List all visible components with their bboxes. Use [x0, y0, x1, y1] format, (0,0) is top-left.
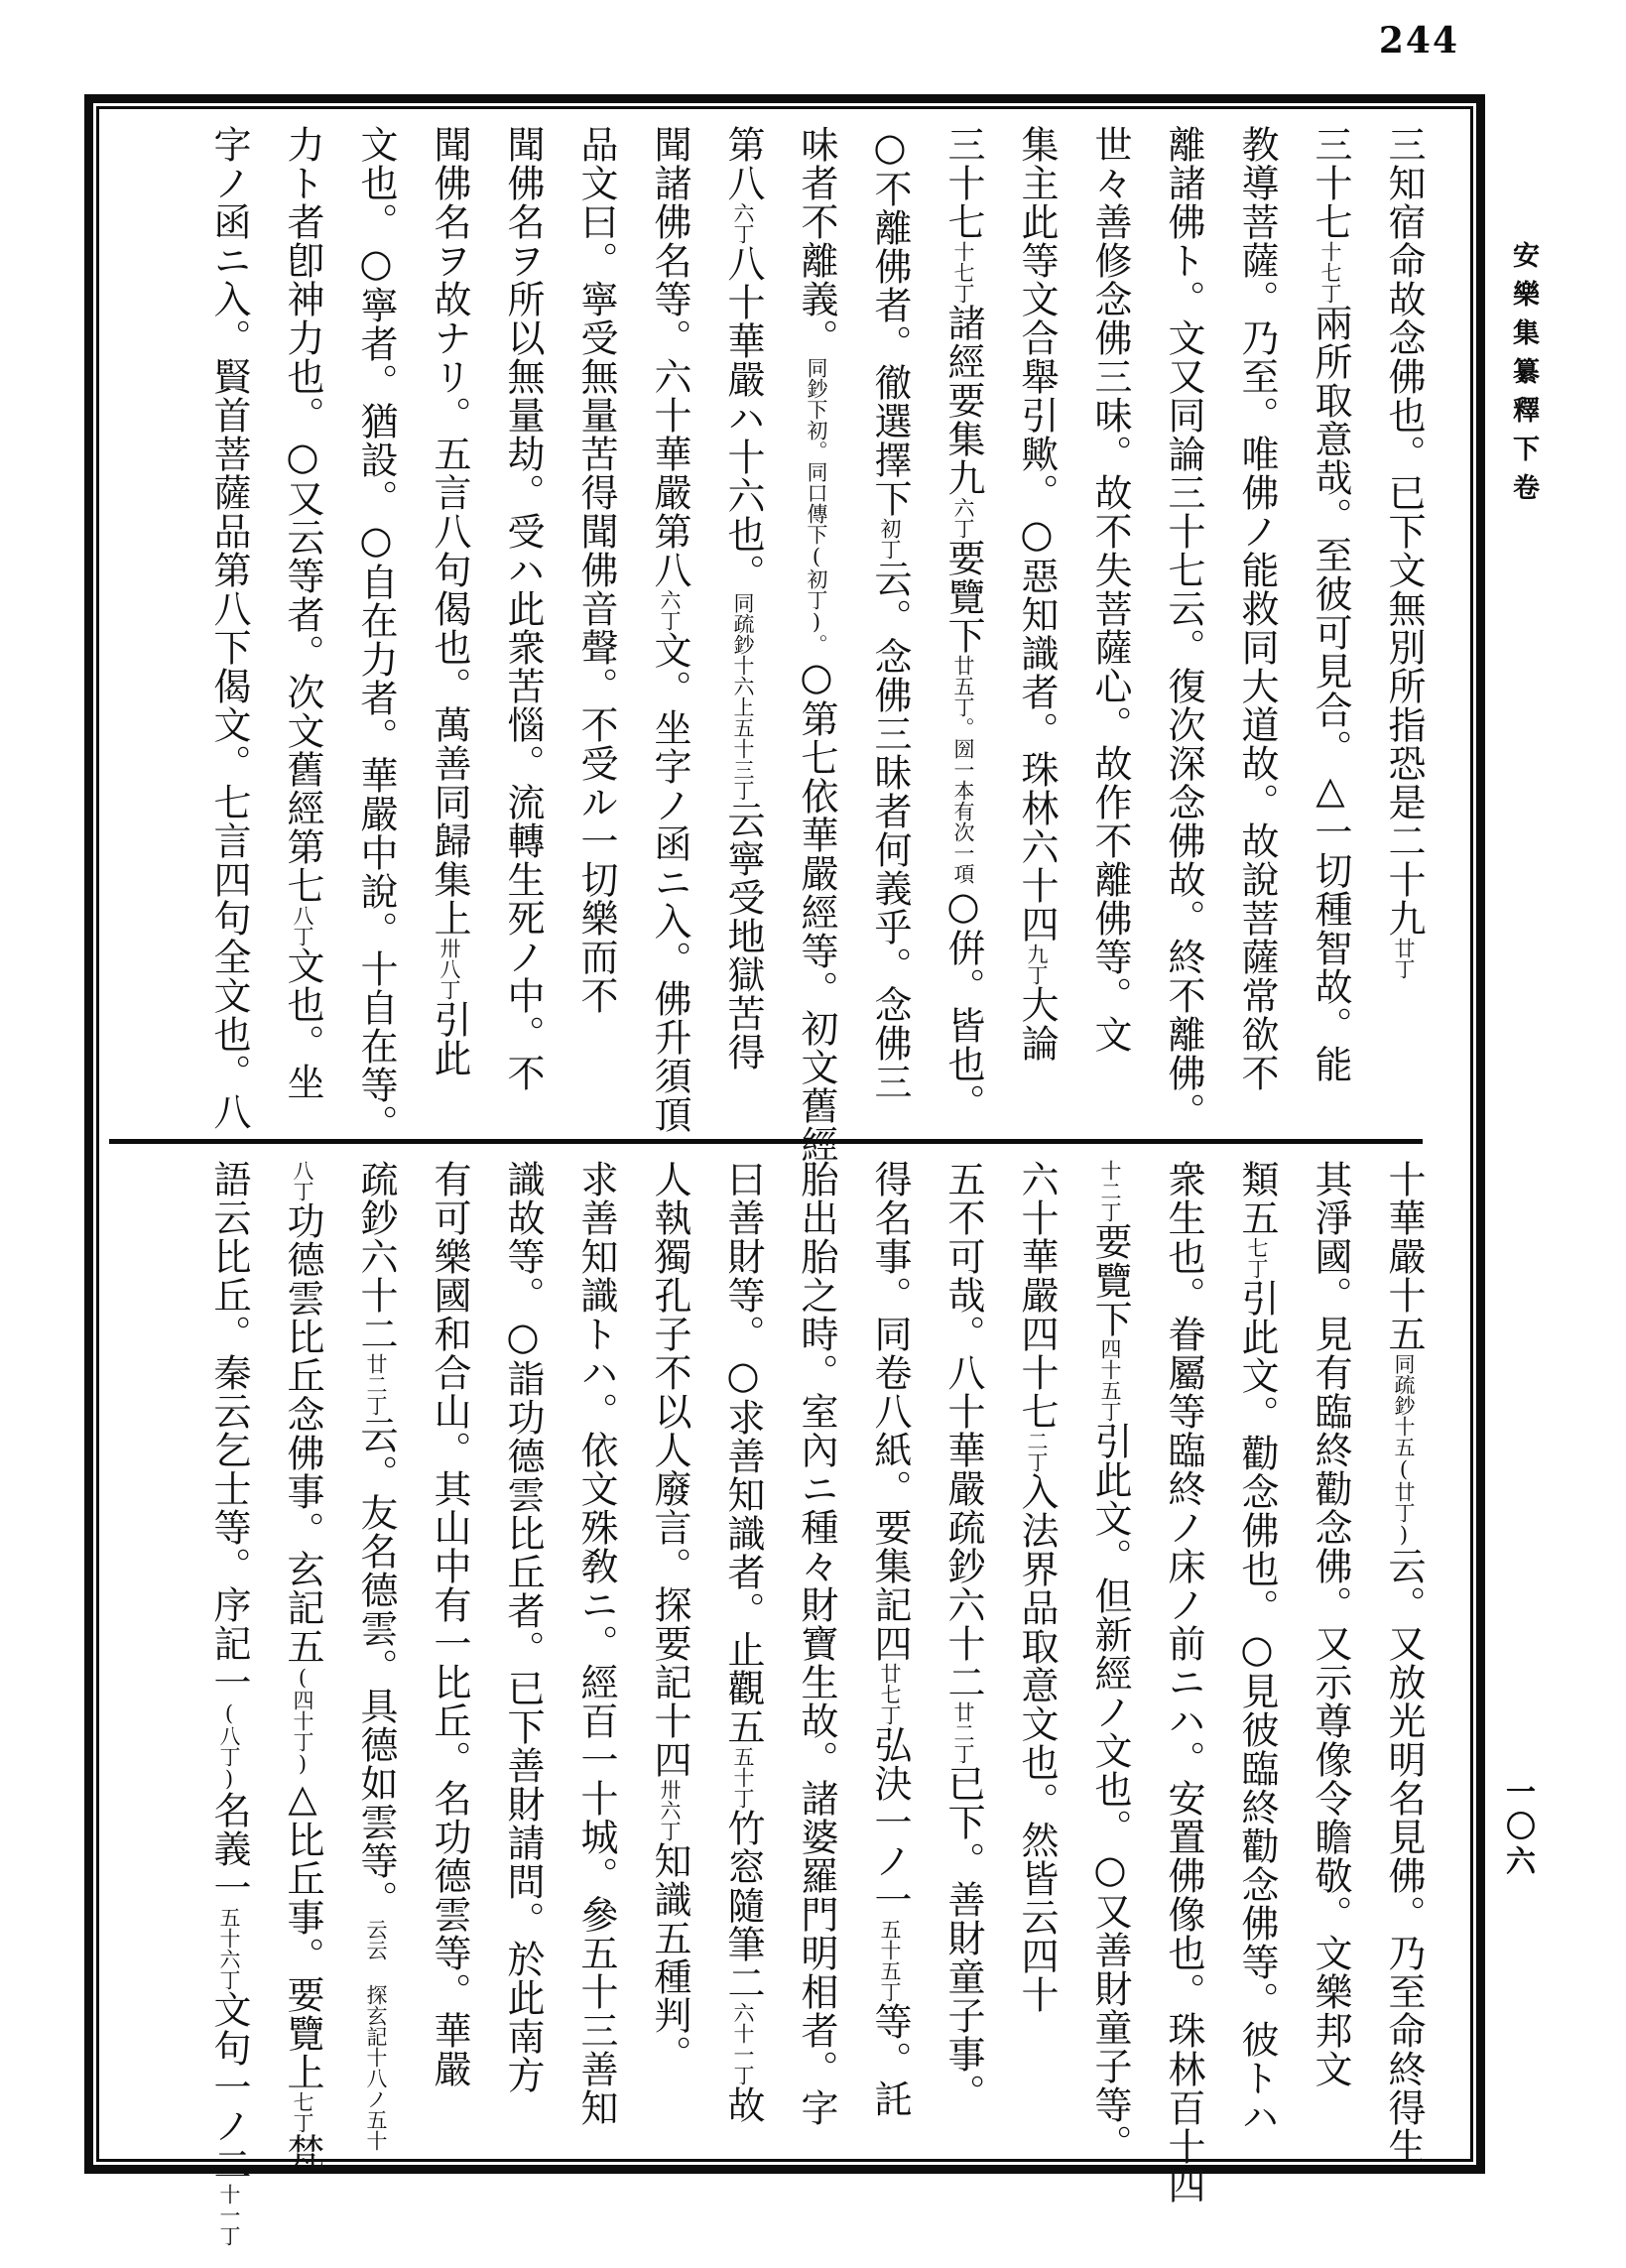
annotation-text: 七丁	[291, 2091, 314, 2133]
text-column	[941, 1160, 985, 2246]
annotation-text: 廿五丁。圀一本有次一項	[951, 655, 975, 884]
main-text: 三知宿命故念佛也。已下文無別所指恐是二十九	[1382, 125, 1426, 938]
main-text: 諸經要集九	[941, 304, 985, 497]
page-number: 244	[1378, 20, 1459, 62]
annotation-text: 廿丁	[1392, 938, 1416, 979]
text-column	[1235, 1160, 1279, 2246]
main-text: 云。又放光明名見佛。乃至命終得生	[1382, 1547, 1426, 2166]
main-text: 集主此等文合舉引歟。○惡知識者。珠林六十四	[1015, 125, 1059, 944]
annotation-text: 十七丁	[951, 241, 975, 304]
text-column	[501, 125, 545, 1129]
text-column	[207, 125, 251, 1131]
text-column	[648, 125, 691, 1134]
text-column	[868, 1160, 912, 2246]
main-text: 云寧受地獄苦得	[721, 801, 765, 1071]
text-column	[795, 1160, 838, 2246]
main-text: 有可樂國和合山。其山中有一比丘。名功德雲等。華嚴	[428, 1160, 471, 2088]
main-text: ○第七依華嚴經等。初文舊經	[795, 655, 838, 1164]
main-text: 文也。坐	[281, 946, 324, 1101]
annotation-text: (八丁)	[217, 1701, 241, 1791]
annotation-text: 同鈔下初。同口傳下(初丁)。	[805, 357, 828, 655]
text-column	[574, 125, 618, 1129]
annotation-text: 云云 探玄記十八ノ五十	[364, 1919, 388, 2151]
page-frame	[84, 94, 1485, 2246]
annotation-text: (四十丁)	[291, 1666, 314, 1776]
main-text: 其淨國。見有臨終勸念佛。又示尊像令瞻敬。文樂邦文	[1309, 1160, 1352, 2088]
annotation-text: 五十五丁	[878, 1919, 902, 2002]
text-column	[1162, 1160, 1205, 2246]
annotation-text: 七丁	[1245, 1237, 1269, 1279]
annotation-text: 五十丁	[731, 1746, 755, 1809]
top-text-block	[109, 125, 1426, 1164]
main-text: 引此	[428, 1000, 471, 1077]
main-text: 第八	[721, 125, 765, 202]
main-text: 功德雲比丘念佛事。玄記五	[281, 1201, 324, 1666]
annotation-text: 五十六丁	[217, 1907, 241, 1990]
main-text: 云。念佛三昧者何義乎。念佛三	[868, 560, 912, 1101]
main-text: 識故等。○詣功德雲比丘者。已下善財請問。於此南方	[501, 1160, 545, 2094]
main-text: 入法界品取意文也。然皆云四十	[1015, 1472, 1059, 2014]
main-text: △比丘事。要覽上	[281, 1776, 324, 2091]
text-column	[1015, 1160, 1059, 2246]
main-text: 要覽下	[1088, 1222, 1132, 1338]
text-column	[721, 125, 765, 1129]
annotation-text: 八丁	[291, 905, 314, 946]
main-text: 十華嚴十五	[1382, 1160, 1426, 1353]
main-text: 等。託	[868, 2002, 912, 2118]
main-text: 六十華嚴四十七	[1015, 1160, 1059, 1431]
main-text: 曰善財等。○求善知識者。止觀五	[721, 1160, 765, 1746]
annotation-text: 廿二丁	[364, 1353, 388, 1416]
main-text: 人執獨孔子不以人廢言。探要記十四	[648, 1160, 691, 1779]
annotation-text: 同疏鈔十五(廿丁)	[1392, 1353, 1416, 1547]
text-column	[428, 125, 471, 1129]
main-text: 引此文。勸念佛也。○見彼臨終勸念佛等。彼トハ	[1235, 1279, 1279, 2136]
text-column	[501, 1160, 545, 2246]
main-text: 離諸佛ト。文又同論三十七云。復次深念佛故。終不離佛。	[1162, 125, 1205, 1131]
main-text: 三十七	[941, 125, 985, 241]
main-text: 聞佛名ヲ所以無量劫。受ハ此衆苦惱。流轉生死ノ中。不	[501, 125, 545, 1092]
text-column	[281, 1160, 324, 2246]
text-column	[941, 125, 985, 1129]
annotation-text: 十一丁	[217, 2184, 241, 2246]
text-column	[721, 1160, 765, 2246]
annotation-text: 八丁	[291, 1160, 314, 1201]
main-text: 類五	[1235, 1160, 1279, 1237]
main-text: 三十七	[1309, 125, 1352, 241]
main-text: 文句一ノ二	[207, 1990, 251, 2184]
annotation-text: 十二丁	[1098, 1160, 1122, 1222]
main-text: 梵	[281, 2133, 324, 2172]
main-text: 聞諸佛名等。六十華嚴第八	[648, 125, 691, 589]
text-column	[1088, 125, 1132, 1129]
main-text: 引此文。但新經ノ文也。○又善財童子等。	[1088, 1422, 1132, 2163]
annotation-text: 卅八丁	[438, 938, 461, 1000]
text-column	[1309, 125, 1352, 1129]
main-text: 弘決一ノ一	[868, 1725, 912, 1919]
main-text: 得名事。同卷八紙。要集記四	[868, 1160, 912, 1663]
text-column	[207, 1160, 251, 2246]
main-text: 衆生也。眷屬等臨終ノ床ノ前ニハ。安置佛像也。珠林百十四	[1162, 1160, 1205, 2205]
main-text: 胎出胎之時。室內ニ種々財寶生故。諸婆羅門明相者。字	[795, 1160, 838, 2127]
main-text: 文也。○寧者。猶設。○自在力者。華嚴中說。十自在等。	[354, 125, 398, 1143]
annotation-text: 同疏鈔十六上五十三丁	[731, 592, 755, 801]
main-text: 味者不離義。	[795, 125, 838, 357]
annotation-text: 九丁	[1025, 944, 1049, 985]
main-text: 力ト者卽神力也。○又云等者。次文舊經第七	[281, 125, 324, 905]
main-text: 大論	[1015, 985, 1059, 1063]
main-text: 品文曰。寧受無量苦得聞佛音聲。不受ル一切樂而不	[574, 125, 618, 1015]
text-column	[354, 1160, 398, 2246]
page-frame-inner	[96, 106, 1473, 2246]
running-title: 安樂集纂釋下卷	[1508, 241, 1539, 512]
annotation-text: 六丁	[951, 497, 975, 539]
text-column	[868, 125, 912, 1129]
main-text: 云。友名德雲。具德如雲等。	[354, 1416, 398, 1919]
text-column	[281, 125, 324, 1129]
annotation-text: 二丁	[1025, 1431, 1049, 1472]
main-text: 字ノ函ニ入。賢首菩薩品第八下偈文。七言四句全文也。八	[207, 125, 251, 1131]
main-text: 求善知識トハ。依文殊敎ニ。經百一十城。參五十三善知	[574, 1160, 618, 2127]
main-text: ○倂。皆也。	[941, 884, 985, 1122]
annotation-text: 四十五丁	[1098, 1338, 1122, 1422]
main-text: 八十華嚴ハ十六也。	[721, 244, 765, 592]
text-column	[795, 125, 838, 1164]
annotation-text: 六丁	[658, 589, 682, 631]
main-text: 世々善修念佛三味。故不失菩薩心。故作不離佛等。文	[1088, 125, 1132, 1054]
main-text: ○不離佛者。徹選擇下	[868, 125, 912, 518]
text-column	[1235, 125, 1279, 1129]
text-column	[1382, 1160, 1426, 2246]
annotation-text: 初丁	[878, 518, 902, 560]
main-text: 竹窓隨筆二	[721, 1809, 765, 2002]
annotation-text: 廿七丁	[878, 1663, 902, 1725]
text-column	[648, 1160, 691, 2246]
main-text: 知識五種判。	[648, 1841, 691, 2074]
main-text: 五不可哉。八十華嚴疏鈔六十二	[941, 1160, 985, 1701]
annotation-text: 廿二丁	[951, 1701, 975, 1764]
main-text: 聞佛名ヲ故ナリ。五言八句偈也。萬善同歸集上	[428, 125, 471, 938]
text-column	[1162, 125, 1205, 1131]
annotation-text: 十七丁	[1318, 241, 1342, 304]
text-column	[1015, 125, 1059, 1129]
text-column	[574, 1160, 618, 2246]
main-text: 要覽下	[941, 539, 985, 655]
folio-number: 一〇六	[1500, 1776, 1535, 1880]
text-column	[354, 125, 398, 1143]
annotation-text: 六丁	[731, 202, 755, 244]
annotation-text: 卅六丁	[658, 1779, 682, 1841]
main-text: 名義一	[207, 1791, 251, 1907]
main-text: 文。坐字ノ函ニ入。佛升須頂	[648, 631, 691, 1134]
annotation-text: 六十一丁	[731, 2002, 755, 2085]
main-text: 疏鈔六十二	[354, 1160, 398, 1353]
text-column	[1088, 1160, 1132, 2246]
text-column	[1309, 1160, 1352, 2246]
main-text: 教導菩薩。乃至。唯佛ノ能救同大道故。故說菩薩常欲不	[1235, 125, 1279, 1092]
text-column	[1382, 125, 1426, 1129]
main-text: 故	[721, 2085, 765, 2124]
main-text: 兩所取意哉。至彼可見合。△一切種智故。能	[1309, 304, 1352, 1083]
main-text: 已下。善財童子事。	[941, 1764, 985, 2112]
main-text: 語云比丘。秦云乞士等。序記一	[207, 1160, 251, 1701]
text-column	[428, 1160, 471, 2246]
block-divider	[109, 1139, 1423, 1144]
bottom-text-block	[109, 1160, 1426, 2246]
